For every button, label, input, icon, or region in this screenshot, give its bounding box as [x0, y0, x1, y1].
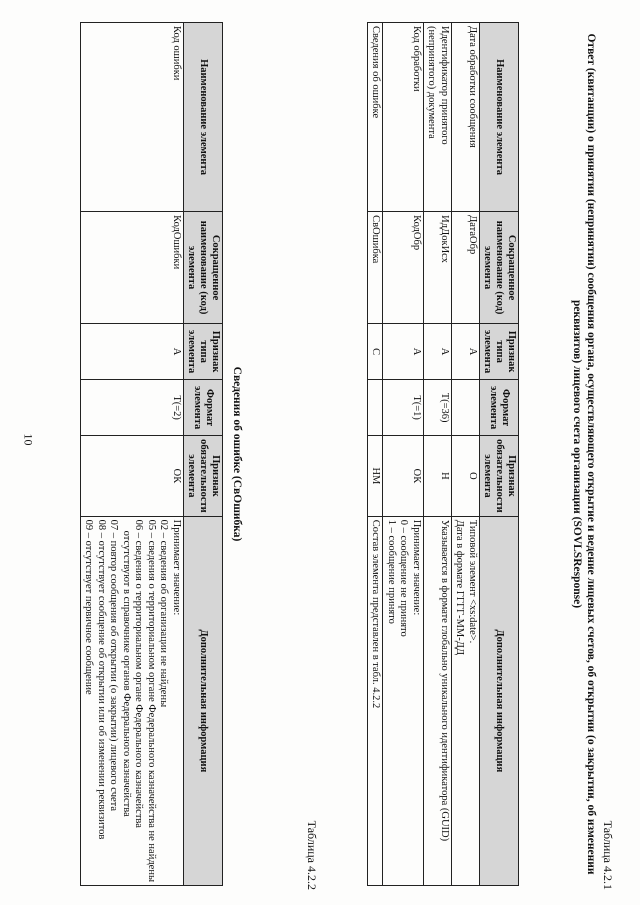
table-row [424, 23, 452, 886]
table-row [452, 23, 480, 886]
cell-format [452, 380, 480, 436]
info-line: 08 – отсутствует сообщение об открытии или об изменении реквизитов [96, 519, 107, 840]
header-type: Признак типа элемента [184, 324, 223, 380]
info-line: 07 – повтор сообщения об открытии (о закрытии) лицевого счета [108, 519, 120, 812]
info-line: Состав элемента представлен в табл. 4.2.2 [370, 519, 382, 709]
cell-info [383, 516, 424, 885]
cell-name: Идентификатор принятого (непринятого) документа [424, 23, 452, 212]
info-line: 0 – сообщение не принято [398, 519, 410, 637]
table1-header-row [480, 23, 519, 886]
cell-code: КодОбр [383, 212, 424, 324]
info-line: Принимает значение: [171, 519, 182, 616]
cell-required: О [452, 436, 480, 517]
cell-type: А [424, 324, 452, 380]
cell-info [81, 516, 184, 885]
table1 [367, 22, 519, 886]
header-type: Признак типа элемента [480, 324, 519, 380]
table-row [81, 23, 184, 886]
info-line: 02 – сведения об организации не найдены [158, 519, 170, 708]
table1-caption: Таблица 4.2.1 [601, 820, 615, 890]
cell-code: КодОшибки [81, 212, 184, 324]
cell-required: НМ [368, 436, 384, 517]
cell-format: T(=2) [81, 380, 184, 436]
cell-name: Код ошибки [81, 23, 184, 212]
header-required: Признак обязательности элемента [184, 436, 223, 517]
cell-code: ИдДокИсх [424, 212, 452, 324]
header-name: Наименование элемента [184, 23, 223, 212]
header-name: Наименование элемента [480, 23, 519, 212]
cell-code: СвОшибка [368, 212, 384, 324]
info-line: Типовой элемент <xs:date>. [467, 519, 478, 644]
cell-type: А [383, 324, 424, 380]
table1-title: Ответ (квитанции) о принятии (непринятии) сообщения органа, осуществляющего открытие и ведение лицевых счетов, об открытии (о закрытии, об изменении реквизитов) лицевого счета организации (SOVLSResponse) [571, 33, 597, 875]
info-line: 05 – сведения о территориальном органе Федерального казначейства не найдены [146, 519, 157, 882]
cell-type: С [368, 324, 384, 380]
table2 [80, 22, 223, 886]
info-line: 09 – отсутствует первичное сообщение [83, 519, 95, 695]
table-row [368, 23, 384, 886]
cell-name: Сведения об ошибке [368, 23, 384, 212]
cell-type: А [81, 324, 184, 380]
page-number: 10 [21, 433, 36, 446]
table2-header-row [184, 23, 223, 886]
table2-caption: Таблица 4.2.2 [305, 820, 319, 890]
header-format: Формат элемента [480, 380, 519, 436]
cell-info [452, 516, 480, 885]
info-line: Принимает значение: [411, 519, 422, 616]
info-line: 1 – сообщение принято [386, 519, 397, 624]
header-required: Признак обязательности элемента [480, 436, 519, 517]
rotated-content [15, 14, 625, 894]
header-info: Дополнительная информация [184, 516, 223, 885]
cell-format: T(=1) [383, 380, 424, 436]
header-info: Дополнительная информация [480, 516, 519, 885]
table2-title: Сведения об ошибке (СвОшибка) [231, 366, 243, 542]
cell-format [368, 380, 384, 436]
cell-info [368, 516, 384, 885]
table-row [383, 23, 424, 886]
info-line: 06 – сведения о территориальном органе Федерального казначейства отсутствуют в справочнике органов Федерального казначейства [121, 519, 145, 828]
cell-type: А [452, 324, 480, 380]
cell-required: Н [424, 436, 452, 517]
header-code: Сокращенное наименование (код) элемента [480, 212, 519, 324]
cell-name: Код обработки [383, 23, 424, 212]
cell-format: T(=36) [424, 380, 452, 436]
header-format: Формат элемента [184, 380, 223, 436]
cell-name: Дата обработки сообщения [452, 23, 480, 212]
cell-info [424, 516, 452, 885]
cell-required: ОК [383, 436, 424, 517]
info-line: Дата в формате ГГГГ-ММ-ДД [454, 519, 466, 656]
cell-code: ДатаОбр [452, 212, 480, 324]
cell-required: ОК [81, 436, 184, 517]
info-line: Указывается в формате глобально уникального идентификатора (GUID) [439, 519, 450, 842]
header-code: Сокращенное наименование (код) элемента [184, 212, 223, 324]
